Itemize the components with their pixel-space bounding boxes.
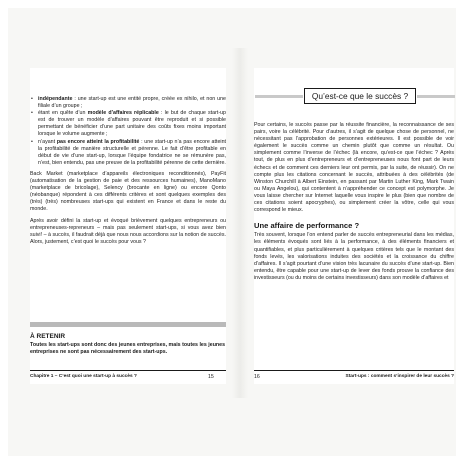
bullet-item [30,110,226,138]
paragraph: Après avoir défini la start-up et évoqué brièvement quelques entrepreneurs ou entrepreneuses-repreneurs – mais pas seulement start-ups, si vous avez bien suivi! – à succès, il faudrait déjà que nous nous accordions sur la notion de succès. Alors, justement, c’est quoi le succès pour vous ? [30,217,226,245]
bullet-prefix: étant en quête d’un [38,110,88,117]
key-takeaway-rule [30,322,226,327]
paragraph: Pour certains, le succès passe par la réussite financière, la reconnaissance de ses pairs, voire la célébrité. Pour d’autres, il s’agit de quelque chose de personnel, ne nécessitant pas l’approbation de personnes extérieures. Il est possible de voir également le succès comme un chemin plutôt que comme un résultat. Ou simplement comme l’inverse de l’échec (là encore, qu’est-ce que l’échec ? Après tout, de plus en plus d’entrepreneurs et d’entrepreneuses nous font part de leurs échecs et de comment ces derniers leur ont permis, par la suite, de réussir). On ne compte plus les citations concernant le succès, attribuées à des célébrités (de Winston Churchill à Albert Einstein, en passant par Martin Luther King, Mark Twain ou Maya Angelou), qui contentent à n’appréhender ce concept est polymorphe. Je vous laisse chercher sur Internet laquelle vous inspire le plus (bien que nombre de ces citations soient apocryphes), ou simplement créer la vôtre, celle qui vous correspond le mieux. [254,122,454,214]
paragraph: Back Market (marketplace d’appareils électroniques reconditionnés), PayFit (automatisation de la gestion de paie et des ressources humaines), ManoMano (marketplace de bricolage), Selency (brocante en ligne) ou encore Qonto (néobanque) répondent à ces différents critères et sont quelques exemples des (très) (très) nombreuses start-ups qui existent en France et dans le reste du monde. [30,170,226,213]
key-takeaway-text: Toutes les start-ups sont donc des jeunes entreprises, mais toutes les jeunes entreprises ne sont pas nécessairement des start-ups. [30,342,226,356]
bullet-item [30,96,226,110]
bullet-term: pas encore atteint la profitabilité [56,138,140,145]
running-footer: Start-ups : comment s’inspirer de leur succès ? [345,374,454,379]
bullet-item [30,139,226,167]
paragraph: Très souvent, lorsque l’on entend parler de succès entrepreneurial dans les médias, les éléments évoqués sont liés à la performance, à des éléments financiers et quantifiables, et plus particulièrement à quelques critères tels que le montant des fonds levés, les valorisations induites des sociétés et la croissance du chiffre d’affaires. Il s’agit pourtant d’une vision très lacunaire du succès d’une start-up. Bien entendu, être capable pour une start-up de lever des fonds prouve la confiance des investisseurs (ou du moins de certains investisseurs) dans son modèle d’affaires et [254,232,454,281]
bullet-term: modèle d’affaires réplicable [87,110,159,117]
bullet-text: : une start-up n’a pas encore atteint la profitabilité de manière structurelle et pérenne. Le fait d’être profitable en début de vie d’une start-up, lorsque l’équipe fondatrice ne se rémunère pas, n’est, bien entendu, pas une preuve de la profitabilité pérenne de cette dernière. [38,138,226,166]
right-page-body [254,122,454,282]
section-heading: Qu’est-ce que le succès ? [311,91,409,101]
running-footer: Chapitre 1 – C’est quoi une start-up à succès ? [30,374,137,379]
book-spread [8,8,456,456]
footer-rule [30,370,226,371]
page-number: 15 [208,374,214,380]
right-page [254,68,454,384]
book-gutter [232,48,248,398]
bullet-text: : une start-up est une entité propre, créée ex nihilo, et non une filiale d’un groupe ; [38,96,226,110]
section-heading-box [304,88,416,104]
left-page [30,68,226,384]
bullet-prefix: n’ayant [38,138,57,145]
footer-rule [254,370,454,371]
subheading: Une affaire de performance ? [254,221,360,231]
left-page-body [30,96,226,246]
key-takeaway-box [30,322,226,356]
page-number: 16 [254,374,260,380]
bullet-term: indépendante [38,96,73,102]
key-takeaway-title: À RETENIR [30,333,66,340]
bullet-text: : le but de chaque start-up est de trouver un modèle d’affaires pouvant être reproduit et si possible permettant de bénéficier d’une part unitaire des coûts fixes moins important lorsque le volume augmente ; [38,110,226,138]
